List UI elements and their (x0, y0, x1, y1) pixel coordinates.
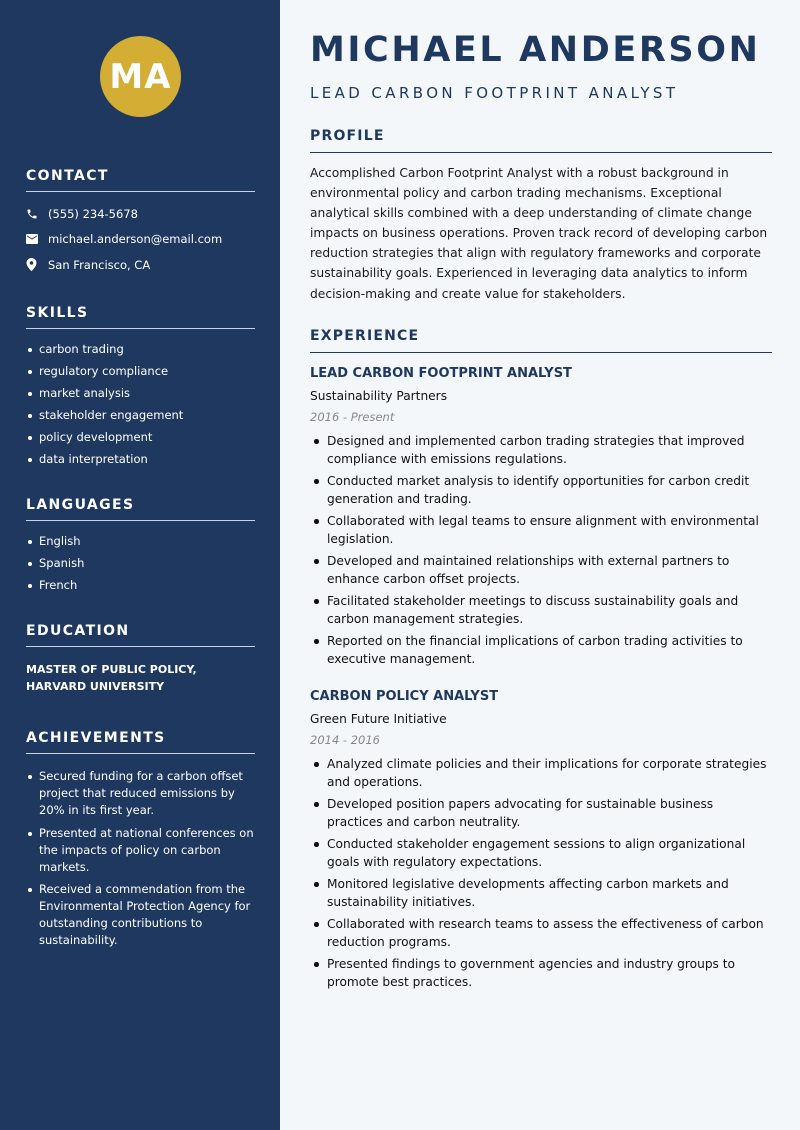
contact-email[interactable] (26, 227, 255, 253)
job-bullet: Developed and maintained relationships with external partners to enhance carbon offset projects. (310, 552, 772, 588)
contact-heading: CONTACT (26, 168, 255, 192)
phone-icon (26, 208, 48, 220)
achievements-list (26, 768, 255, 949)
job-bullet: Analyzed climate policies and their implications for corporate strategies and operations. (310, 755, 772, 791)
achievements-section (26, 730, 255, 955)
experience-entry (310, 688, 772, 995)
job-bullet: Developed position papers advocating for sustainable business practices and carbon neutrality. (310, 795, 772, 831)
achievement-item: Received a commendation from the Environmental Protection Agency for outstanding contributions to sustainability. (26, 881, 255, 949)
contact-phone[interactable] (26, 201, 255, 227)
job-dates: 2016 - Present (310, 410, 395, 424)
skills-list (26, 338, 255, 470)
skill-item: stakeholder engagement (26, 404, 255, 426)
candidate-name: MICHAEL ANDERSON (310, 30, 761, 70)
job-bullet: Designed and implemented carbon trading strategies that improved compliance with emissions regulations. (310, 432, 772, 468)
education-heading: EDUCATION (26, 623, 255, 647)
job-bullet: Conducted market analysis to identify opportunities for carbon credit generation and trading. (310, 472, 772, 508)
email-icon (26, 234, 48, 244)
experience-entry (310, 365, 772, 672)
job-bullets (310, 755, 772, 991)
contact-location-text: San Francisco, CA (48, 257, 151, 272)
skill-item: regulatory compliance (26, 360, 255, 382)
contact-email-text: michael.anderson@email.com (48, 232, 223, 247)
profile-heading: PROFILE (310, 128, 772, 153)
job-bullet: Collaborated with research teams to assess the effectiveness of carbon reduction programs. (310, 915, 772, 951)
achievement-item: Presented at national conferences on the impacts of policy on carbon markets. (26, 825, 255, 876)
job-dates: 2014 - 2016 (310, 733, 380, 747)
achievement-item: Secured funding for a carbon offset project that reduced emissions by 20% in its first year. (26, 768, 255, 819)
job-bullets (310, 432, 772, 668)
languages-heading: LANGUAGES (26, 497, 255, 521)
job-bullet: Conducted stakeholder engagement sessions to align organizational goals with regulatory expectations. (310, 835, 772, 871)
skills-heading: SKILLS (26, 305, 255, 329)
profile-text: Accomplished Carbon Footprint Analyst with a robust background in environmental policy and carbon trading mechanisms. Exceptional analytical skills combined with a deep understanding of climate change impacts on business operations. Proven track record of developing carbon reduction strategies that align with regulatory frameworks and corporate sustainability goals. Experienced in leveraging data analytics to inform decision-making and create value for stakeholders. (310, 166, 768, 301)
language-item: Spanish (26, 552, 255, 574)
experience-heading: EXPERIENCE (310, 328, 772, 353)
contact-section (26, 168, 255, 278)
job-company: Sustainability Partners (310, 389, 448, 403)
job-bullet: Monitored legislative developments affecting carbon markets and sustainability initiatives. (310, 875, 772, 911)
job-bullet: Facilitated stakeholder meetings to discuss sustainability goals and carbon management strategies. (310, 592, 772, 628)
sidebar (0, 0, 280, 1130)
education-section (26, 623, 255, 695)
job-bullet: Collaborated with legal teams to ensure alignment with environmental legislation. (310, 512, 772, 548)
skill-item: data interpretation (26, 448, 255, 470)
job-bullet: Reported on the financial implications of carbon trading activities to executive management. (310, 632, 772, 668)
languages-list (26, 530, 255, 596)
language-item: French (26, 574, 255, 596)
job-company: Green Future Initiative (310, 712, 447, 726)
skills-section (26, 305, 255, 470)
languages-section (26, 497, 255, 596)
contact-location (26, 252, 255, 278)
location-icon (26, 258, 48, 271)
contact-phone-text: (555) 234-5678 (48, 206, 138, 221)
education-entry: MASTER OF PUBLIC POLICY, HARVARD UNIVERSITY (26, 663, 197, 693)
language-item: English (26, 530, 255, 552)
avatar-initials: MA (100, 36, 181, 117)
skill-item: market analysis (26, 382, 255, 404)
candidate-title: LEAD CARBON FOOTPRINT ANALYST (310, 84, 679, 102)
achievements-heading: ACHIEVEMENTS (26, 730, 255, 754)
job-title: LEAD CARBON FOOTPRINT ANALYST (310, 366, 572, 381)
job-title: CARBON POLICY ANALYST (310, 689, 499, 704)
skill-item: policy development (26, 426, 255, 448)
job-bullet: Presented findings to government agencies and industry groups to promote best practices. (310, 955, 772, 991)
skill-item: carbon trading (26, 338, 255, 360)
